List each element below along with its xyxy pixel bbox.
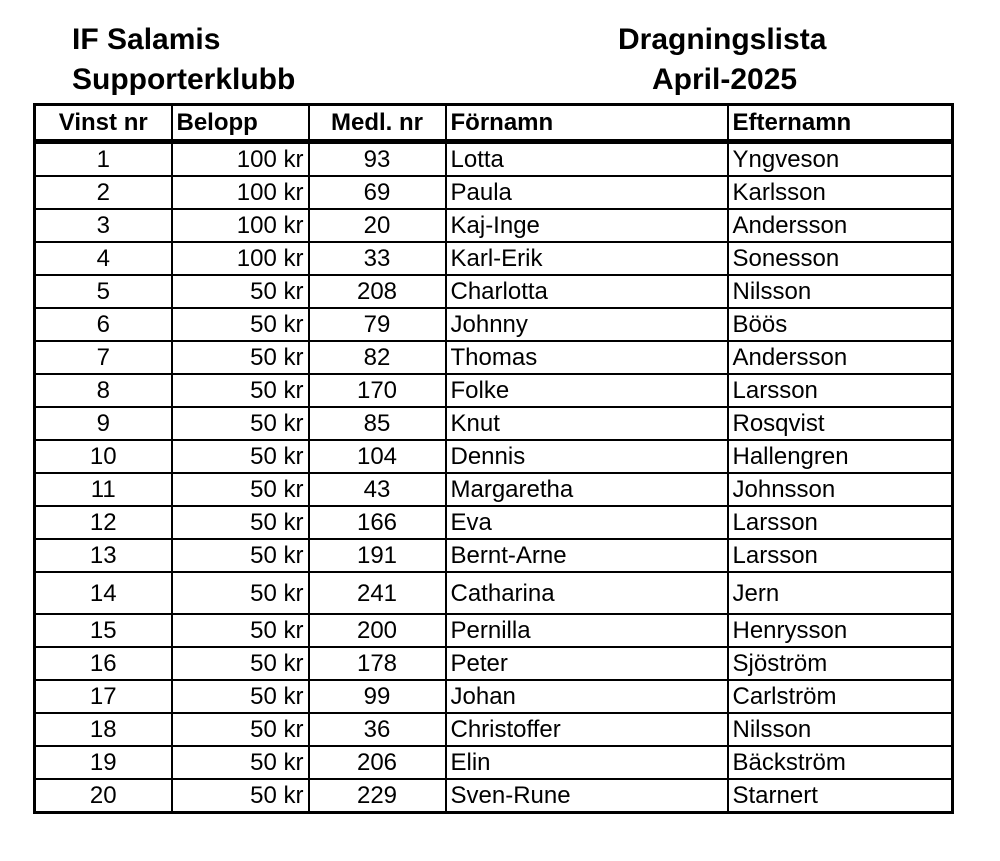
first-name-cell: Dennis — [446, 440, 728, 473]
member-number-cell: 79 — [309, 308, 446, 341]
member-number-cell: 206 — [309, 746, 446, 779]
last-name-cell: Johnsson — [728, 473, 953, 506]
column-header-fornamn: Förnamn — [446, 105, 728, 142]
last-name-cell: Andersson — [728, 209, 953, 242]
table-row — [35, 407, 953, 440]
last-name-cell: Nilsson — [728, 275, 953, 308]
last-name-cell: Nilsson — [728, 713, 953, 746]
member-number-cell: 20 — [309, 209, 446, 242]
table-row — [35, 440, 953, 473]
member-number-cell: 178 — [309, 647, 446, 680]
winner-number-cell: 16 — [35, 647, 172, 680]
table-row — [35, 647, 953, 680]
member-number-cell: 99 — [309, 680, 446, 713]
table-row — [35, 680, 953, 713]
table-row — [35, 142, 953, 177]
list-title: Dragningslista — [618, 23, 827, 56]
first-name-cell: Margaretha — [446, 473, 728, 506]
winner-number-cell: 13 — [35, 539, 172, 572]
first-name-cell: Bernt-Arne — [446, 539, 728, 572]
last-name-cell: Henrysson — [728, 614, 953, 647]
winner-number-cell: 7 — [35, 341, 172, 374]
first-name-cell: Elin — [446, 746, 728, 779]
amount-cell: 50 kr — [172, 779, 309, 813]
member-number-cell: 69 — [309, 176, 446, 209]
table-row — [35, 779, 953, 813]
member-number-cell: 241 — [309, 572, 446, 614]
amount-cell: 50 kr — [172, 680, 309, 713]
table-row — [35, 341, 953, 374]
winner-number-cell: 5 — [35, 275, 172, 308]
member-number-cell: 82 — [309, 341, 446, 374]
last-name-cell: Larsson — [728, 506, 953, 539]
table-row — [35, 746, 953, 779]
member-number-cell: 93 — [309, 142, 446, 177]
winner-number-cell: 14 — [35, 572, 172, 614]
amount-cell: 50 kr — [172, 407, 309, 440]
table-row — [35, 539, 953, 572]
column-header-efternamn: Efternamn — [728, 105, 953, 142]
table-row — [35, 275, 953, 308]
last-name-cell: Sjöström — [728, 647, 953, 680]
first-name-cell: Folke — [446, 374, 728, 407]
last-name-cell: Jern — [728, 572, 953, 614]
table-row — [35, 572, 953, 614]
table-row — [35, 614, 953, 647]
first-name-cell: Thomas — [446, 341, 728, 374]
table-row — [35, 308, 953, 341]
amount-cell: 100 kr — [172, 209, 309, 242]
last-name-cell: Hallengren — [728, 440, 953, 473]
amount-cell: 50 kr — [172, 746, 309, 779]
table-row — [35, 209, 953, 242]
first-name-cell: Sven-Rune — [446, 779, 728, 813]
first-name-cell: Eva — [446, 506, 728, 539]
first-name-cell: Paula — [446, 176, 728, 209]
amount-cell: 50 kr — [172, 647, 309, 680]
amount-cell: 50 kr — [172, 473, 309, 506]
first-name-cell: Johnny — [446, 308, 728, 341]
winner-number-cell: 1 — [35, 142, 172, 177]
last-name-cell: Larsson — [728, 539, 953, 572]
winner-number-cell: 18 — [35, 713, 172, 746]
winner-number-cell: 3 — [35, 209, 172, 242]
member-number-cell: 200 — [309, 614, 446, 647]
winner-number-cell: 20 — [35, 779, 172, 813]
amount-cell: 100 kr — [172, 242, 309, 275]
member-number-cell: 208 — [309, 275, 446, 308]
amount-cell: 50 kr — [172, 440, 309, 473]
first-name-cell: Lotta — [446, 142, 728, 177]
last-name-cell: Andersson — [728, 341, 953, 374]
amount-cell: 50 kr — [172, 506, 309, 539]
column-header-belopp: Belopp — [172, 105, 309, 142]
amount-cell: 100 kr — [172, 142, 309, 177]
table-row — [35, 176, 953, 209]
member-number-cell: 36 — [309, 713, 446, 746]
table-header-row — [35, 105, 953, 142]
member-number-cell: 229 — [309, 779, 446, 813]
first-name-cell: Peter — [446, 647, 728, 680]
draw-list-table — [33, 103, 954, 814]
winner-number-cell: 4 — [35, 242, 172, 275]
winner-number-cell: 9 — [35, 407, 172, 440]
member-number-cell: 166 — [309, 506, 446, 539]
club-name-line2: Supporterklubb — [72, 63, 296, 96]
amount-cell: 50 kr — [172, 572, 309, 614]
last-name-cell: Rosqvist — [728, 407, 953, 440]
winner-number-cell: 11 — [35, 473, 172, 506]
amount-cell: 100 kr — [172, 176, 309, 209]
winner-number-cell: 15 — [35, 614, 172, 647]
member-number-cell: 104 — [309, 440, 446, 473]
column-header-medl-nr: Medl. nr — [309, 105, 446, 142]
last-name-cell: Carlström — [728, 680, 953, 713]
winner-number-cell: 8 — [35, 374, 172, 407]
first-name-cell: Johan — [446, 680, 728, 713]
member-number-cell: 85 — [309, 407, 446, 440]
club-name-line1: IF Salamis — [72, 23, 221, 56]
amount-cell: 50 kr — [172, 275, 309, 308]
first-name-cell: Catharina — [446, 572, 728, 614]
list-period: April-2025 — [652, 63, 798, 96]
member-number-cell: 191 — [309, 539, 446, 572]
last-name-cell: Sonesson — [728, 242, 953, 275]
table-row — [35, 506, 953, 539]
last-name-cell: Böös — [728, 308, 953, 341]
column-header-vinst-nr: Vinst nr — [35, 105, 172, 142]
last-name-cell: Larsson — [728, 374, 953, 407]
winner-number-cell: 17 — [35, 680, 172, 713]
winner-number-cell: 10 — [35, 440, 172, 473]
first-name-cell: Pernilla — [446, 614, 728, 647]
last-name-cell: Yngveson — [728, 142, 953, 177]
winner-number-cell: 2 — [35, 176, 172, 209]
member-number-cell: 170 — [309, 374, 446, 407]
winner-number-cell: 19 — [35, 746, 172, 779]
table-row — [35, 242, 953, 275]
last-name-cell: Bäckström — [728, 746, 953, 779]
amount-cell: 50 kr — [172, 614, 309, 647]
first-name-cell: Charlotta — [446, 275, 728, 308]
table-row — [35, 473, 953, 506]
table-row — [35, 713, 953, 746]
first-name-cell: Karl-Erik — [446, 242, 728, 275]
first-name-cell: Christoffer — [446, 713, 728, 746]
last-name-cell: Starnert — [728, 779, 953, 813]
member-number-cell: 43 — [309, 473, 446, 506]
table-row — [35, 374, 953, 407]
winner-number-cell: 6 — [35, 308, 172, 341]
last-name-cell: Karlsson — [728, 176, 953, 209]
amount-cell: 50 kr — [172, 539, 309, 572]
winner-number-cell: 12 — [35, 506, 172, 539]
member-number-cell: 33 — [309, 242, 446, 275]
first-name-cell: Knut — [446, 407, 728, 440]
amount-cell: 50 kr — [172, 341, 309, 374]
amount-cell: 50 kr — [172, 308, 309, 341]
amount-cell: 50 kr — [172, 713, 309, 746]
amount-cell: 50 kr — [172, 374, 309, 407]
first-name-cell: Kaj-Inge — [446, 209, 728, 242]
